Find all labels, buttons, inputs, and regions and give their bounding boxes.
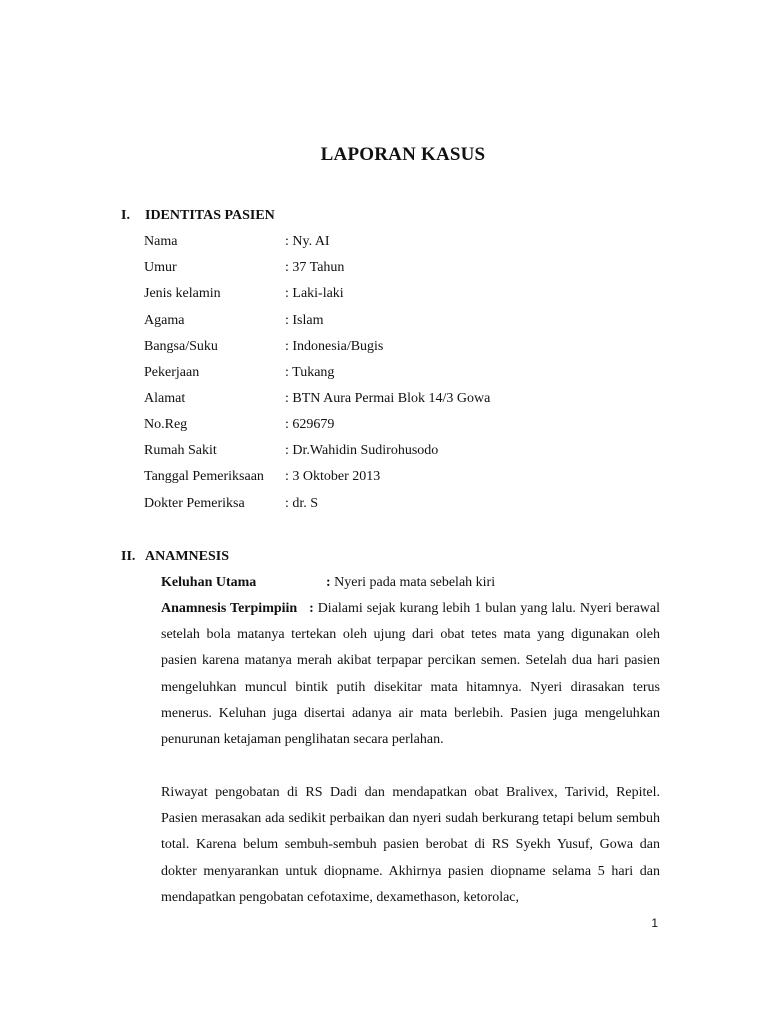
identity-value: : Islam [285,313,324,328]
identity-label: Agama [144,313,185,328]
identity-row-umur [144,260,344,276]
identity-label: Rumah Sakit [144,443,217,458]
identity-row-alamat [144,391,490,407]
anamnesis-colon: : [309,601,314,616]
identity-row-nama [144,234,330,250]
identity-label: Dokter Pemeriksa [144,496,245,511]
anamnesis-paragraph [161,596,660,753]
identity-label: Pekerjaan [144,365,200,380]
identity-value: : 3 Oktober 2013 [285,469,381,484]
identity-label: No.Reg [144,417,188,432]
anamnesis-text: Dialami sejak kurang lebih 1 bulan yang lalu. Nyeri berawal setelah bola matanya tertekan oleh ujung dari obat tetes mata yang digunakan oleh pasien karena matanya merah akibat terpapar percikan semen. Setelah dua hari pasien mengeluhkan muncul bintik putih disekitar mata hitamnya. Nyeri dirasakan terus menerus. Keluhan juga disertai adanya air mata berlebih. Pasien juga mengeluhkan penurunan ketajaman penglihatan secara perlahan. [161,601,660,748]
identity-label: Tanggal Pemeriksaan [144,469,264,484]
identity-row-bangsa-suku [144,339,383,355]
identity-label: Bangsa/Suku [144,339,218,354]
section-identitas-heading [121,208,275,224]
keluhan-label: Keluhan Utama [161,575,257,590]
identity-value: : Ny. AI [285,234,330,249]
identity-label: Umur [144,260,177,275]
identity-value: : 37 Tahun [285,260,345,275]
identity-label: Alamat [144,391,186,406]
identity-value: : Dr.Wahidin Sudirohusodo [285,443,439,458]
riwayat-paragraph: Riwayat pengobatan di RS Dadi dan mendapatkan obat Bralivex, Tarivid, Repitel. Pasien merasakan ada sedikit perbaikan dan nyeri sudah berkurang tetapi belum sembuh total. Karena belum sembuh-sembuh pasien berobat di RS Syekh Yusuf, Gowa dan dokter menyarankan untuk diopname. Akhirnya pasien diopname selama 5 hari dan mendapatkan pengobatan cefotaxime, dexamethason, ketorolac, [161,785,660,905]
anamnesis-label: Anamnesis Terpimpiin [161,601,298,616]
identity-value: : 629679 [285,417,335,432]
section-number: I. [121,208,130,223]
identity-value: : Indonesia/Bugis [285,339,384,354]
identity-value: : Laki-laki [285,286,344,301]
keluhan-utama [161,575,495,591]
keluhan-value: Nyeri pada mata sebelah kiri [330,575,496,590]
identity-row-tanggal-pemeriksaan [144,469,380,485]
identity-row-dokter-pemeriksa [144,496,318,512]
section-anamnesis-heading [121,549,229,565]
identity-row-jenis-kelamin [144,286,344,302]
identity-value: : dr. S [285,496,319,511]
identity-row-no-reg [144,417,334,433]
section-title: IDENTITAS PASIEN [145,208,275,223]
keluhan-colon: : [326,575,331,590]
identity-row-agama [144,313,324,329]
identity-label: Nama [144,234,178,249]
page-number: 1 [651,916,658,930]
identity-value: : Tukang [285,365,335,380]
section-title: ANAMNESIS [145,549,230,564]
identity-label: Jenis kelamin [144,286,221,301]
identity-value: : BTN Aura Permai Blok 14/3 Gowa [285,391,491,406]
identity-row-pekerjaan [144,365,334,381]
section-number: II. [121,549,136,564]
document-title: LAPORAN KASUS [320,144,486,165]
identity-row-rumah-sakit [144,443,438,459]
